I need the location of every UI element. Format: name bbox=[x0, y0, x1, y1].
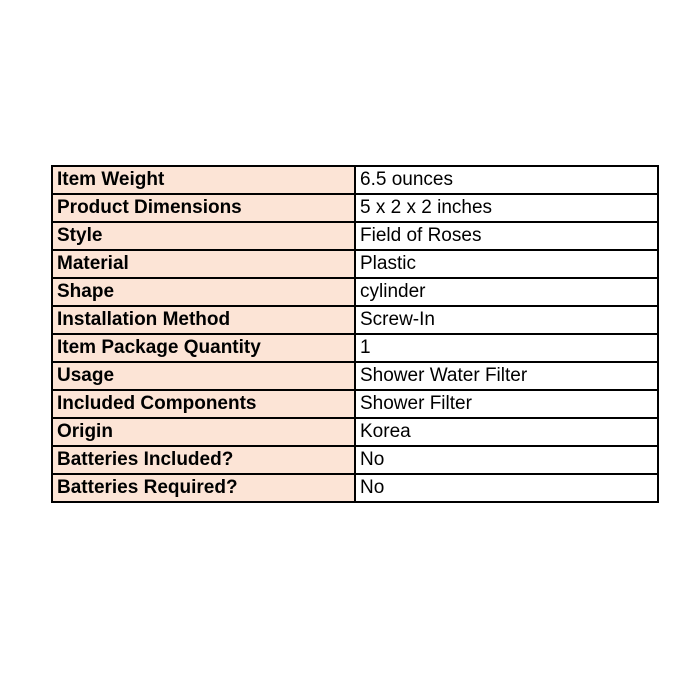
product-spec-table bbox=[51, 165, 659, 503]
spec-label-shape: Shape bbox=[52, 278, 355, 306]
spec-label-batteries-required: Batteries Required? bbox=[52, 474, 355, 502]
spec-label-installation-method: Installation Method bbox=[52, 306, 355, 334]
spec-label-included-components: Included Components bbox=[52, 390, 355, 418]
table-row bbox=[52, 222, 658, 250]
spec-label-product-dimensions: Product Dimensions bbox=[52, 194, 355, 222]
table-row bbox=[52, 194, 658, 222]
spec-value-item-weight: 6.5 ounces bbox=[355, 166, 658, 194]
table-row bbox=[52, 418, 658, 446]
spec-value-item-package-quantity: 1 bbox=[355, 334, 658, 362]
table-row bbox=[52, 250, 658, 278]
table-row bbox=[52, 362, 658, 390]
spec-label-batteries-included: Batteries Included? bbox=[52, 446, 355, 474]
table-row bbox=[52, 334, 658, 362]
table-row bbox=[52, 166, 658, 194]
spec-label-item-weight: Item Weight bbox=[52, 166, 355, 194]
spec-value-usage: Shower Water Filter bbox=[355, 362, 658, 390]
spec-value-batteries-required: No bbox=[355, 474, 658, 502]
spec-value-batteries-included: No bbox=[355, 446, 658, 474]
table-row bbox=[52, 278, 658, 306]
spec-value-material: Plastic bbox=[355, 250, 658, 278]
spec-label-item-package-quantity: Item Package Quantity bbox=[52, 334, 355, 362]
spec-label-origin: Origin bbox=[52, 418, 355, 446]
table-row bbox=[52, 474, 658, 502]
spec-label-style: Style bbox=[52, 222, 355, 250]
spec-value-product-dimensions: 5 x 2 x 2 inches bbox=[355, 194, 658, 222]
table-row bbox=[52, 390, 658, 418]
spec-value-included-components: Shower Filter bbox=[355, 390, 658, 418]
table-row bbox=[52, 306, 658, 334]
spec-value-style: Field of Roses bbox=[355, 222, 658, 250]
spec-value-shape: cylinder bbox=[355, 278, 658, 306]
spec-value-origin: Korea bbox=[355, 418, 658, 446]
spec-label-material: Material bbox=[52, 250, 355, 278]
spec-value-installation-method: Screw-In bbox=[355, 306, 658, 334]
spec-label-usage: Usage bbox=[52, 362, 355, 390]
table-row bbox=[52, 446, 658, 474]
